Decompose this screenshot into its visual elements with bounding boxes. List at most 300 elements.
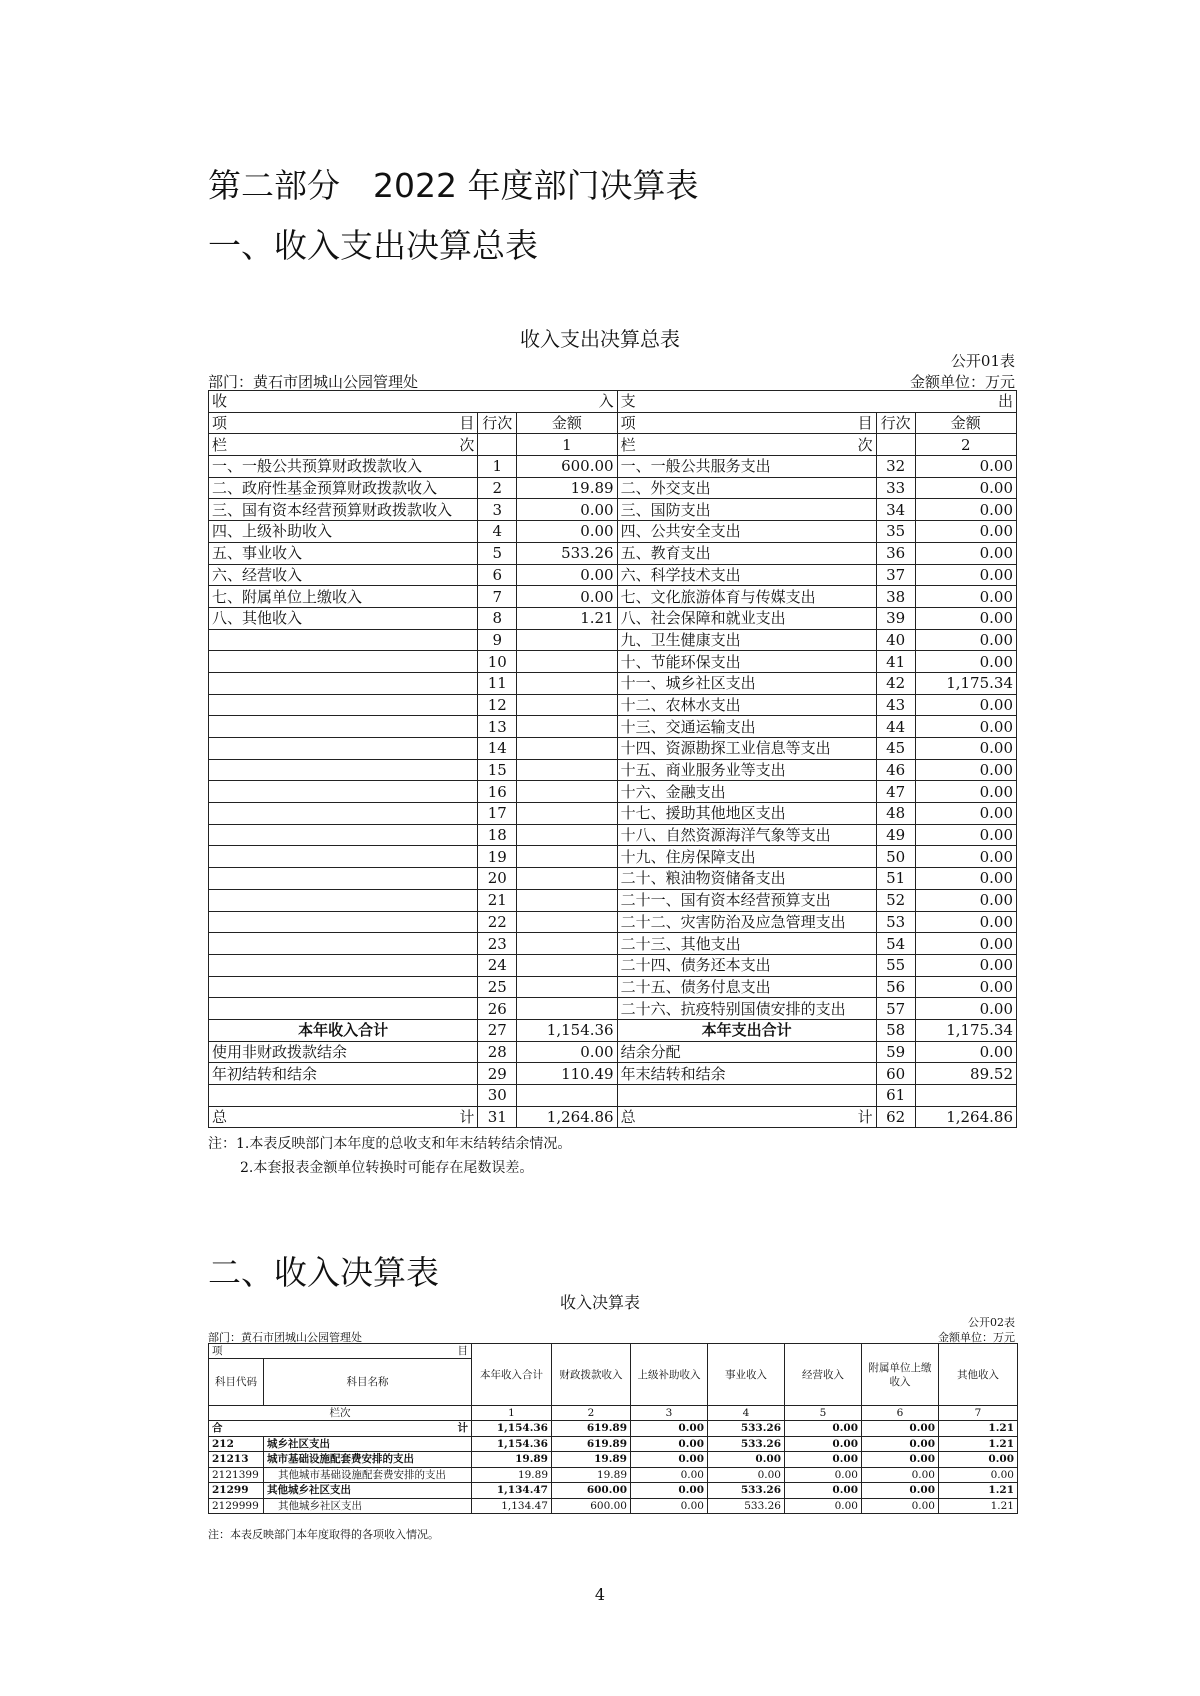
section1-title: 一、收入支出决算总表 bbox=[208, 226, 538, 265]
amount: 0.00 bbox=[915, 629, 1016, 651]
row-number: 5 bbox=[478, 542, 517, 564]
subject-code: 2121399 bbox=[209, 1467, 264, 1483]
amount-header: 金额 bbox=[915, 412, 1016, 434]
table2-note: 注：本表反映部门本年度取得的各项收入情况。 bbox=[208, 1528, 439, 1541]
subject-name: 其他城市基础设施配套费安排的支出 bbox=[264, 1467, 472, 1483]
table-row bbox=[209, 456, 1017, 478]
row-number: 38 bbox=[876, 586, 915, 608]
row-number: 11 bbox=[478, 672, 517, 694]
income-item-name: 三、国有资本经营预算财政拨款收入 bbox=[209, 499, 478, 521]
amount: 0.00 bbox=[708, 1467, 785, 1483]
amount: 19.89 bbox=[552, 1467, 631, 1483]
row-number: 26 bbox=[478, 998, 517, 1020]
row-number: 48 bbox=[876, 803, 915, 825]
row-number: 1 bbox=[478, 456, 517, 478]
expense-item-name: 七、文化旅游体育与传媒支出 bbox=[617, 586, 876, 608]
column-index: 2 bbox=[915, 434, 1016, 456]
amount: 533.26 bbox=[708, 1498, 785, 1514]
row-number: 24 bbox=[478, 954, 517, 976]
amount: 1,154.36 bbox=[517, 1019, 617, 1041]
amount bbox=[517, 824, 617, 846]
column-index: 4 bbox=[708, 1406, 785, 1421]
row-number: 45 bbox=[876, 738, 915, 760]
expense-item-name: 三、国防支出 bbox=[617, 499, 876, 521]
table-row bbox=[209, 824, 1017, 846]
table2-header-row bbox=[209, 1344, 1018, 1359]
income-item-name: 二、政府性基金预算财政拨款收入 bbox=[209, 477, 478, 499]
table-row bbox=[209, 803, 1017, 825]
table1-department: 部门：黄石市团城山公园管理处 bbox=[208, 373, 419, 391]
amount: 0.00 bbox=[631, 1436, 708, 1452]
amount: 0.00 bbox=[862, 1452, 939, 1468]
table-row bbox=[209, 846, 1017, 868]
table-row bbox=[209, 564, 1017, 586]
amount: 0.00 bbox=[915, 499, 1016, 521]
income-item-name: 年初结转和结余 bbox=[209, 1063, 478, 1085]
amount-header: 金额 bbox=[517, 412, 617, 434]
amount bbox=[517, 716, 617, 738]
expense-item-name: 二十二、灾害防治及应急管理支出 bbox=[617, 911, 876, 933]
table2-unit: 金额单位：万元 bbox=[938, 1331, 1015, 1344]
row-number: 49 bbox=[876, 824, 915, 846]
column-index: 5 bbox=[785, 1406, 862, 1421]
income-item-name bbox=[209, 846, 478, 868]
amount: 110.49 bbox=[517, 1063, 617, 1085]
expense-item-name: 六、科学技术支出 bbox=[617, 564, 876, 586]
amount bbox=[517, 976, 617, 998]
row-number: 47 bbox=[876, 781, 915, 803]
subject-name-header: 科目名称 bbox=[264, 1359, 472, 1406]
row-no-header: 行次 bbox=[478, 412, 517, 434]
amount: 0.00 bbox=[915, 868, 1016, 890]
table-row bbox=[209, 716, 1017, 738]
amount: 1,175.34 bbox=[915, 672, 1016, 694]
amount: 1.21 bbox=[517, 607, 617, 629]
expense-item-name: 十三、交通运输支出 bbox=[617, 716, 876, 738]
subject-code: 21213 bbox=[209, 1452, 264, 1468]
row-number: 53 bbox=[876, 911, 915, 933]
amount: 1.21 bbox=[939, 1421, 1018, 1437]
expense-item-name: 二十六、抗疫特别国债安排的支出 bbox=[617, 998, 876, 1020]
amount: 0.00 bbox=[915, 607, 1016, 629]
amount: 0.00 bbox=[785, 1467, 862, 1483]
row-number: 17 bbox=[478, 803, 517, 825]
amount: 1,175.34 bbox=[915, 1019, 1016, 1041]
row-number: 51 bbox=[876, 868, 915, 890]
income-item-name bbox=[209, 716, 478, 738]
subject-code: 2129999 bbox=[209, 1498, 264, 1514]
fiscal-appropriation-header: 财政拨款收入 bbox=[552, 1344, 631, 1406]
income-item-name: 使用非财政拨款结余 bbox=[209, 1041, 478, 1063]
row-number: 7 bbox=[478, 586, 517, 608]
amount: 0.00 bbox=[862, 1467, 939, 1483]
row-number: 59 bbox=[876, 1041, 915, 1063]
amount: 19.89 bbox=[552, 1452, 631, 1468]
amount: 0.00 bbox=[915, 781, 1016, 803]
amount: 533.26 bbox=[708, 1436, 785, 1452]
table-row bbox=[209, 672, 1017, 694]
income-item-name bbox=[209, 803, 478, 825]
amount: 0.00 bbox=[939, 1467, 1018, 1483]
table-row bbox=[209, 1436, 1018, 1452]
income-item-name: 八、其他收入 bbox=[209, 607, 478, 629]
amount bbox=[517, 738, 617, 760]
item-header: 项 目 bbox=[209, 1344, 472, 1359]
amount: 0.00 bbox=[915, 976, 1016, 998]
table1-unit: 金额单位：万元 bbox=[909, 373, 1015, 391]
operating-income-header: 经营收入 bbox=[785, 1344, 862, 1406]
expense-item-name: 十七、援助其他地区支出 bbox=[617, 803, 876, 825]
amount: 0.00 bbox=[785, 1436, 862, 1452]
income-item-name: 本年收入合计 bbox=[209, 1019, 478, 1041]
amount: 0.00 bbox=[915, 759, 1016, 781]
row-number: 9 bbox=[478, 629, 517, 651]
row-number: 56 bbox=[876, 976, 915, 998]
income-item-name: 四、上级补助收入 bbox=[209, 521, 478, 543]
row-no-header: 行次 bbox=[876, 412, 915, 434]
amount: 1.21 bbox=[939, 1498, 1018, 1514]
table-row bbox=[209, 629, 1017, 651]
amount: 0.00 bbox=[631, 1467, 708, 1483]
expense-item-name: 十五、商业服务业等支出 bbox=[617, 759, 876, 781]
amount: 533.26 bbox=[708, 1483, 785, 1499]
business-income-header: 事业收入 bbox=[708, 1344, 785, 1406]
amount: 0.00 bbox=[862, 1436, 939, 1452]
amount: 0.00 bbox=[915, 716, 1016, 738]
income-item-name bbox=[209, 781, 478, 803]
amount: 0.00 bbox=[862, 1483, 939, 1499]
income-item-name: 七、附属单位上缴收入 bbox=[209, 586, 478, 608]
table-row bbox=[209, 738, 1017, 760]
column-index-label: 栏 次 bbox=[617, 434, 876, 456]
amount: 600.00 bbox=[552, 1498, 631, 1514]
row-number: 46 bbox=[876, 759, 915, 781]
total-income-header: 本年收入合计 bbox=[472, 1344, 552, 1406]
table-row bbox=[209, 976, 1017, 998]
row-number: 42 bbox=[876, 672, 915, 694]
table2-column-index-row bbox=[209, 1406, 1018, 1421]
table-row bbox=[209, 651, 1017, 673]
expense-item-name: 十四、资源勘探工业信息等支出 bbox=[617, 738, 876, 760]
expense-item-name: 十八、自然资源海洋气象等支出 bbox=[617, 824, 876, 846]
table-row bbox=[209, 607, 1017, 629]
amount bbox=[517, 954, 617, 976]
subject-code: 212 bbox=[209, 1436, 264, 1452]
expense-header: 支 出 bbox=[617, 391, 1016, 413]
income-item-name: 一、一般公共预算财政拨款收入 bbox=[209, 456, 478, 478]
table1-caption: 收入支出决算总表 bbox=[520, 327, 680, 351]
income-item-name: 五、事业收入 bbox=[209, 542, 478, 564]
row-number: 22 bbox=[478, 911, 517, 933]
table1-body bbox=[209, 456, 1017, 1107]
table-row bbox=[209, 1085, 1017, 1107]
amount: 0.00 bbox=[785, 1498, 862, 1514]
amount bbox=[517, 846, 617, 868]
amount: 0.00 bbox=[915, 911, 1016, 933]
income-item-name bbox=[209, 954, 478, 976]
item-header: 项 目 bbox=[617, 412, 876, 434]
amount: 0.00 bbox=[517, 1041, 617, 1063]
empty-cell bbox=[876, 434, 915, 456]
amount: 619.89 bbox=[552, 1421, 631, 1437]
subject-code-header: 科目代码 bbox=[209, 1359, 264, 1406]
expense-item-name: 一、一般公共服务支出 bbox=[617, 456, 876, 478]
amount bbox=[517, 629, 617, 651]
income-item-name: 六、经营收入 bbox=[209, 564, 478, 586]
expense-item-name: 八、社会保障和就业支出 bbox=[617, 607, 876, 629]
amount: 89.52 bbox=[915, 1063, 1016, 1085]
amount: 0.00 bbox=[862, 1498, 939, 1514]
amount: 0.00 bbox=[708, 1452, 785, 1468]
table1-header-row bbox=[209, 412, 1017, 434]
table-row bbox=[209, 781, 1017, 803]
column-index: 7 bbox=[939, 1406, 1018, 1421]
amount bbox=[517, 672, 617, 694]
row-number: 50 bbox=[876, 846, 915, 868]
amount bbox=[517, 933, 617, 955]
amount: 0.00 bbox=[915, 738, 1016, 760]
amount: 0.00 bbox=[915, 954, 1016, 976]
amount: 0.00 bbox=[915, 803, 1016, 825]
row-number: 25 bbox=[478, 976, 517, 998]
row-number: 13 bbox=[478, 716, 517, 738]
expense-item-name: 二十四、债务还本支出 bbox=[617, 954, 876, 976]
amount: 1,134.47 bbox=[472, 1498, 552, 1514]
amount: 0.00 bbox=[517, 499, 617, 521]
amount: 1,264.86 bbox=[517, 1106, 617, 1128]
row-number: 19 bbox=[478, 846, 517, 868]
amount: 19.89 bbox=[472, 1467, 552, 1483]
amount: 1,154.36 bbox=[472, 1436, 552, 1452]
row-number: 52 bbox=[876, 889, 915, 911]
superior-subsidy-header: 上级补助收入 bbox=[631, 1344, 708, 1406]
grand-total-label: 总 计 bbox=[617, 1106, 876, 1128]
income-item-name bbox=[209, 651, 478, 673]
amount: 0.00 bbox=[915, 694, 1016, 716]
expense-item-name bbox=[617, 1085, 876, 1107]
amount: 0.00 bbox=[915, 651, 1016, 673]
row-number: 33 bbox=[876, 477, 915, 499]
row-number: 58 bbox=[876, 1019, 915, 1041]
amount bbox=[517, 803, 617, 825]
amount: 0.00 bbox=[517, 564, 617, 586]
row-number: 8 bbox=[478, 607, 517, 629]
table-row bbox=[209, 586, 1017, 608]
table1-note-1: 注：1.本表反映部门本年度的总收支和年末结转结余情况。 bbox=[208, 1136, 572, 1152]
amount: 1,154.36 bbox=[472, 1421, 552, 1437]
table-row bbox=[209, 521, 1017, 543]
expense-item-name: 二、外交支出 bbox=[617, 477, 876, 499]
table-row bbox=[209, 477, 1017, 499]
amount: 0.00 bbox=[915, 542, 1016, 564]
income-expense-summary-table bbox=[208, 390, 1017, 1128]
table-row bbox=[209, 1041, 1017, 1063]
row-number: 12 bbox=[478, 694, 517, 716]
row-number: 35 bbox=[876, 521, 915, 543]
amount: 533.26 bbox=[517, 542, 617, 564]
column-index: 1 bbox=[472, 1406, 552, 1421]
amount bbox=[517, 1085, 617, 1107]
subject-code: 21299 bbox=[209, 1483, 264, 1499]
grand-total-label: 总 计 bbox=[209, 1106, 478, 1128]
amount: 0.00 bbox=[517, 521, 617, 543]
row-number: 30 bbox=[478, 1085, 517, 1107]
income-item-name bbox=[209, 629, 478, 651]
amount: 0.00 bbox=[915, 456, 1016, 478]
row-number: 32 bbox=[876, 456, 915, 478]
amount: 0.00 bbox=[915, 477, 1016, 499]
expense-item-name: 二十三、其他支出 bbox=[617, 933, 876, 955]
table-row bbox=[209, 1019, 1017, 1041]
expense-item-name: 十六、金融支出 bbox=[617, 781, 876, 803]
income-item-name bbox=[209, 868, 478, 890]
column-index-label: 栏 次 bbox=[209, 434, 478, 456]
subject-name: 城乡社区支出 bbox=[264, 1436, 472, 1452]
amount: 0.00 bbox=[939, 1452, 1018, 1468]
income-item-name bbox=[209, 1085, 478, 1107]
row-number: 37 bbox=[876, 564, 915, 586]
amount: 0.00 bbox=[915, 564, 1016, 586]
amount bbox=[517, 694, 617, 716]
amount: 0.00 bbox=[915, 846, 1016, 868]
amount bbox=[915, 1085, 1016, 1107]
table2-caption: 收入决算表 bbox=[559, 1293, 640, 1312]
row-number: 55 bbox=[876, 954, 915, 976]
empty-cell bbox=[478, 434, 517, 456]
table2-department: 部门：黄石市团城山公园管理处 bbox=[208, 1331, 362, 1344]
amount: 0.00 bbox=[785, 1483, 862, 1499]
amount: 0.00 bbox=[631, 1421, 708, 1437]
expense-item-name: 年末结转和结余 bbox=[617, 1063, 876, 1085]
row-number: 15 bbox=[478, 759, 517, 781]
section2-title: 二、收入决算表 bbox=[208, 1253, 439, 1292]
item-header: 项 目 bbox=[209, 412, 478, 434]
column-index: 2 bbox=[552, 1406, 631, 1421]
column-index-label: 栏次 bbox=[209, 1406, 472, 1421]
row-number: 60 bbox=[876, 1063, 915, 1085]
row-number: 36 bbox=[876, 542, 915, 564]
row-number: 16 bbox=[478, 781, 517, 803]
part-title: 第二部分 2022 年度部门决算表 bbox=[208, 166, 699, 205]
income-item-name bbox=[209, 933, 478, 955]
table1-header-row bbox=[209, 391, 1017, 413]
row-number: 31 bbox=[478, 1106, 517, 1128]
amount bbox=[517, 889, 617, 911]
amount: 0.00 bbox=[915, 824, 1016, 846]
row-number: 57 bbox=[876, 998, 915, 1020]
table-row bbox=[209, 868, 1017, 890]
table-row bbox=[209, 542, 1017, 564]
table-row bbox=[209, 759, 1017, 781]
row-number: 3 bbox=[478, 499, 517, 521]
amount: 1.21 bbox=[939, 1483, 1018, 1499]
amount: 0.00 bbox=[862, 1421, 939, 1437]
amount bbox=[517, 998, 617, 1020]
row-number: 4 bbox=[478, 521, 517, 543]
row-number: 29 bbox=[478, 1063, 517, 1085]
expense-item-name: 十二、农林水支出 bbox=[617, 694, 876, 716]
row-number: 6 bbox=[478, 564, 517, 586]
income-item-name bbox=[209, 911, 478, 933]
amount: 0.00 bbox=[631, 1452, 708, 1468]
amount: 0.00 bbox=[631, 1483, 708, 1499]
income-item-name bbox=[209, 889, 478, 911]
amount: 619.89 bbox=[552, 1436, 631, 1452]
table-row bbox=[209, 889, 1017, 911]
row-number: 34 bbox=[876, 499, 915, 521]
expense-item-name: 九、卫生健康支出 bbox=[617, 629, 876, 651]
grand-total-row bbox=[209, 1106, 1017, 1128]
expense-item-name: 十一、城乡社区支出 bbox=[617, 672, 876, 694]
income-item-name bbox=[209, 738, 478, 760]
amount: 0.00 bbox=[785, 1421, 862, 1437]
table-row bbox=[209, 1063, 1017, 1085]
amount: 1,264.86 bbox=[915, 1106, 1016, 1128]
amount: 0.00 bbox=[785, 1452, 862, 1468]
row-number: 61 bbox=[876, 1085, 915, 1107]
table-row bbox=[209, 499, 1017, 521]
amount: 0.00 bbox=[915, 521, 1016, 543]
expense-item-name: 结余分配 bbox=[617, 1041, 876, 1063]
expense-item-name: 二十五、债务付息支出 bbox=[617, 976, 876, 998]
table1-form-number: 公开01表 bbox=[950, 352, 1015, 370]
amount: 533.26 bbox=[708, 1421, 785, 1437]
row-number: 10 bbox=[478, 651, 517, 673]
expense-item-name: 二十、粮油物资储备支出 bbox=[617, 868, 876, 890]
income-header: 收 入 bbox=[209, 391, 618, 413]
table-row bbox=[209, 1467, 1018, 1483]
row-number: 21 bbox=[478, 889, 517, 911]
table1-column-index-row bbox=[209, 434, 1017, 456]
row-number: 23 bbox=[478, 933, 517, 955]
table-row bbox=[209, 1483, 1018, 1499]
income-item-name bbox=[209, 976, 478, 998]
amount: 0.00 bbox=[915, 933, 1016, 955]
income-item-name bbox=[209, 824, 478, 846]
subject-name: 其他城乡社区支出 bbox=[264, 1483, 472, 1499]
amount: 1.21 bbox=[939, 1436, 1018, 1452]
amount: 0.00 bbox=[517, 586, 617, 608]
amount bbox=[517, 911, 617, 933]
row-number: 18 bbox=[478, 824, 517, 846]
subject-name: 城市基础设施配套费安排的支出 bbox=[264, 1452, 472, 1468]
column-index: 1 bbox=[517, 434, 617, 456]
amount: 0.00 bbox=[915, 889, 1016, 911]
expense-item-name: 四、公共安全支出 bbox=[617, 521, 876, 543]
amount: 0.00 bbox=[915, 586, 1016, 608]
amount: 19.89 bbox=[517, 477, 617, 499]
amount bbox=[517, 781, 617, 803]
income-item-name bbox=[209, 694, 478, 716]
amount: 600.00 bbox=[552, 1483, 631, 1499]
row-number: 39 bbox=[876, 607, 915, 629]
table1-note-2: 2.本套报表金额单位转换时可能存在尾数误差。 bbox=[240, 1160, 534, 1176]
total-label: 合 计 bbox=[209, 1421, 472, 1437]
table2-form-number: 公开02表 bbox=[968, 1316, 1015, 1329]
income-item-name bbox=[209, 998, 478, 1020]
row-number: 20 bbox=[478, 868, 517, 890]
amount: 0.00 bbox=[915, 998, 1016, 1020]
expense-item-name: 五、教育支出 bbox=[617, 542, 876, 564]
table-row bbox=[209, 933, 1017, 955]
table-row bbox=[209, 911, 1017, 933]
amount: 19.89 bbox=[472, 1452, 552, 1468]
amount: 1,134.47 bbox=[472, 1483, 552, 1499]
amount: 600.00 bbox=[517, 456, 617, 478]
subject-name: 其他城乡社区支出 bbox=[264, 1498, 472, 1514]
expense-item-name: 十、节能环保支出 bbox=[617, 651, 876, 673]
row-number: 43 bbox=[876, 694, 915, 716]
